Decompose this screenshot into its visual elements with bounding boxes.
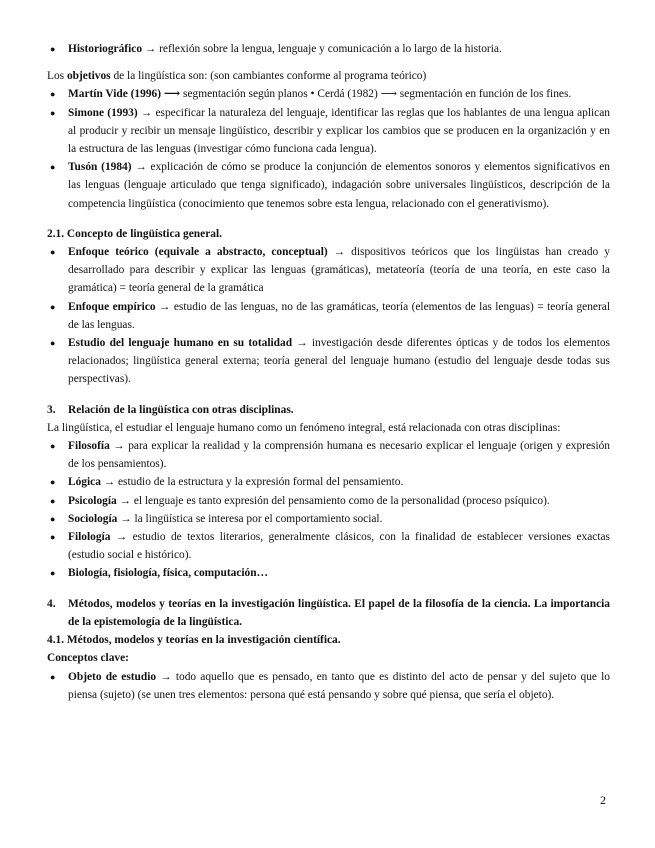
list-item <box>47 473 610 491</box>
term: Lógica <box>68 476 101 489</box>
section-heading-2-1: 2.1. Concepto de lingüística general. <box>47 227 222 240</box>
list-item <box>47 510 610 528</box>
conceptos-clave-heading: Conceptos clave: <box>47 652 129 665</box>
list-conceptos-clave <box>47 668 610 704</box>
list-item <box>47 243 610 298</box>
list-historiografico <box>47 40 610 58</box>
bullet-icon: ● <box>50 338 56 349</box>
list-item <box>47 437 610 473</box>
item-text: → dispositivos teóricos que los lingüistas han creado y desarrollado para describir y explicar las lenguas (gramáticas), metateoría (teoría de una teoría, en este caso la gramática) = teoría general de la gramática <box>68 246 610 295</box>
item-text: → estudio de la estructura y la expresión formal del pensamiento. <box>100 476 404 489</box>
bullet-icon: ● <box>50 301 56 312</box>
term: Filología <box>68 531 111 544</box>
section-number: 4. <box>47 597 56 610</box>
item-text: → investigación desde diferentes ópticas y de todos los elementos relacionados; lingüística general externa; teoría general del lenguaje humano (estudio del lenguaje desde todas sus perspectivas). <box>68 337 610 386</box>
list-item <box>47 104 610 159</box>
list-item <box>47 564 610 582</box>
term: Estudio del lenguaje humano en su totalidad <box>68 337 293 350</box>
page-number: 2 <box>600 793 606 807</box>
list-item <box>47 528 610 564</box>
list-concepto <box>47 243 610 389</box>
item-text: → explicación de cómo se produce la conjunción de elementos sonoros y elementos significativos en las lenguas (lenguaje articulado que tenga significado), indagación sobre universales lingüísticos, descripción de la competencia lingüística (conocimiento que tenemos sobre esta lengua, relacionado con el generativismo). <box>68 161 610 210</box>
list-item <box>47 40 610 58</box>
list-item <box>47 85 610 103</box>
item-text: → todo aquello que es pensado, en tanto que es distinto del acto de pensar y del sujeto que lo piensa (sujeto) (se unen tres elementos: persona qué está pensando y sobre qué piensa, que sería el objeto). <box>68 670 610 701</box>
section-heading-4-1: 4.1. Métodos, modelos y teorías en la investigación científica. <box>47 634 341 647</box>
item-text: → especificar la naturaleza del lenguaje, identificar las reglas que los hablantes de una lengua aplican al producir y recibir un mensaje lingüístico, describir y explicar los cambios que se producen en la organización y en la estructura de las lenguas (investigar cómo funciona cada lengua). <box>68 106 610 156</box>
item-text: → estudio de textos literarios, generalmente clásicos, con la finalidad de establecer versiones exactas (estudio social e histórico). <box>68 531 610 562</box>
term: Simone (1993) <box>68 106 138 119</box>
intro-text: Los <box>47 70 67 83</box>
bullet-icon: ● <box>50 162 56 173</box>
term: Tusón (1984) <box>68 161 132 174</box>
bullet-icon: ● <box>50 495 56 506</box>
intro-text: de la lingüística son: (son cambiantes conforme al programa teórico) <box>110 70 427 83</box>
section-title: Relación de la lingüística con otras disciplinas. <box>68 403 294 416</box>
bullet-icon: ● <box>50 441 56 452</box>
item-text: → estudio de las lenguas, no de las gramáticas, teoría (elementos de las lenguas) = teoría general de las lenguas. <box>68 300 610 331</box>
term: Objeto de estudio <box>68 670 157 683</box>
list-item <box>47 298 610 334</box>
term: Sociología <box>68 512 118 525</box>
term: Historiográfico <box>68 43 143 55</box>
list-item <box>47 334 610 389</box>
list-objetivos <box>47 85 610 212</box>
item-text: → la lingüística se interesa por el comportamiento social. <box>117 512 383 525</box>
bullet-icon: ● <box>50 107 56 118</box>
bullet-icon: ● <box>50 532 56 543</box>
bullet-icon: ● <box>50 44 56 54</box>
term: Filosofía <box>68 440 110 453</box>
bullet-icon: ● <box>50 568 56 579</box>
term: Biología, fisiología, física, computación… <box>68 567 268 580</box>
page-content <box>47 40 610 704</box>
term: Martín Vide (1996) ⟶ <box>68 88 181 101</box>
bullet-icon: ● <box>50 513 56 524</box>
bullet-icon: ● <box>50 89 56 100</box>
section-3-intro: La lingüística, el estudiar el lenguaje humano como un fenómeno integral, está relacionada con otras disciplinas: <box>47 421 561 434</box>
objetivos-intro <box>47 67 610 85</box>
term: Psicología <box>68 494 117 507</box>
item-text: → reflexión sobre la lengua, lenguaje y comunicación a lo largo de la historia. <box>142 43 502 55</box>
term: objetivos <box>66 70 111 83</box>
list-disciplinas <box>47 437 610 583</box>
bullet-icon: ● <box>50 247 56 258</box>
list-item <box>47 492 610 510</box>
item-text: → el lenguaje es tanto expresión del pensamiento como de la personalidad (proceso psíquico). <box>116 494 550 507</box>
item-text: segmentación según planos • Cerdá (1982) ⟶ segmentación en función de los fines. <box>180 88 572 101</box>
term: Enfoque empírico <box>68 300 156 313</box>
list-item <box>47 158 610 213</box>
term: Enfoque teórico (equivale a abstracto, conceptual) <box>68 246 328 259</box>
bullet-icon: ● <box>50 477 56 488</box>
bullet-icon: ● <box>50 671 56 682</box>
section-heading-3 <box>47 401 610 419</box>
section-title: Métodos, modelos y teorías en la investigación lingüística. El papel de la filosofía de la ciencia. La importancia de la epistemología de la lingüística. <box>68 597 610 628</box>
item-text: → para explicar la realidad y la comprensión humana es necesario explicar el lenguaje (origen y expresión de los pensamientos). <box>68 440 610 471</box>
section-heading-4 <box>47 595 610 631</box>
list-item <box>47 668 610 704</box>
section-number: 3. <box>47 403 56 416</box>
